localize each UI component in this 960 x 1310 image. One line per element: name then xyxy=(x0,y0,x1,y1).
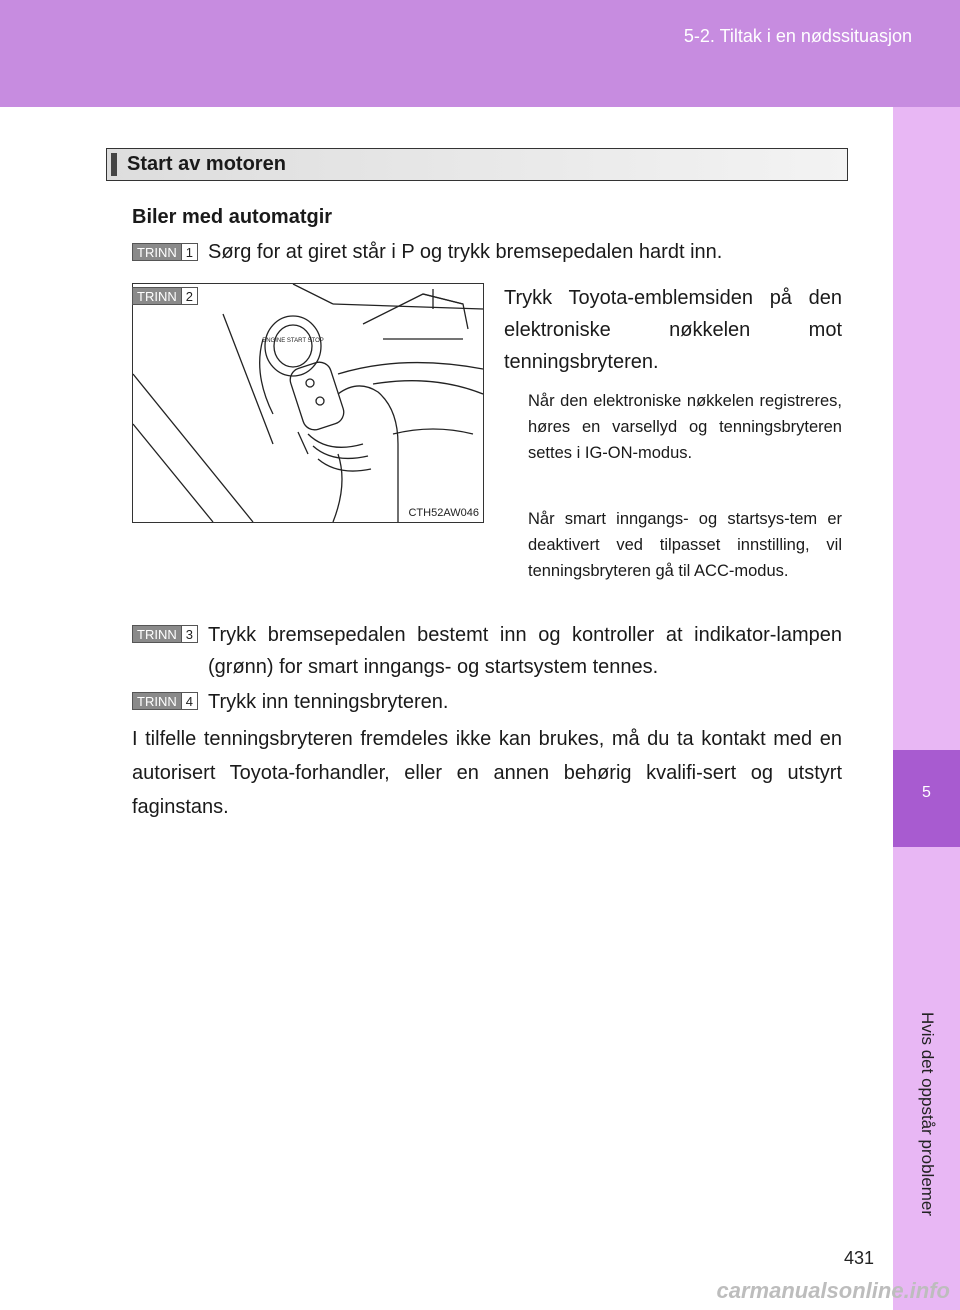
illustration-drawing xyxy=(133,284,483,522)
key-fob-illustration xyxy=(132,283,484,523)
step-badge-2 xyxy=(132,287,198,305)
section-heading xyxy=(106,148,848,181)
step-3-text: Trykk bremsepedalen bestemt inn og kontroller at indikator-lampen (grønn) for smart inngangs- og startsystem tennes. xyxy=(208,624,842,678)
step-badge-3 xyxy=(132,625,198,643)
step-label: TRINN xyxy=(133,693,181,709)
watermark-logo: carmanualsonline.info xyxy=(716,1278,950,1303)
step-number: 2 xyxy=(181,288,197,304)
step-number: 1 xyxy=(181,244,197,260)
step-4-text: Trykk inn tenningsbryteren. xyxy=(208,691,449,713)
step-label: TRINN xyxy=(133,288,181,304)
heading-text: Start av motoren xyxy=(127,153,286,175)
subheading: Biler med automatgir xyxy=(132,206,333,228)
closing-paragraph: I tilfelle tenningsbryteren fremdeles ikke kan brukes, må du ta kontakt med en autorisert Toyota-forhandler, eller en annen behørig kvalifi-sert og utstyrt faginstans. xyxy=(132,728,842,818)
step-2-text: Trykk Toyota-emblemsiden på den elektroniske nøkkelen mot tenningsbryteren. xyxy=(504,287,842,373)
section-title: 5-2. Tiltak i en nødssituasjon xyxy=(683,26,912,46)
page-number: 431 xyxy=(844,1248,875,1268)
chapter-sidebar xyxy=(893,107,960,1310)
step-number: 3 xyxy=(181,626,197,642)
step-badge-4 xyxy=(132,692,198,710)
figure-code: CTH52AW046 xyxy=(408,507,479,519)
step-1-text: Sørg for at giret står i P og trykk bremsepedalen hardt inn. xyxy=(208,241,723,263)
heading-bar xyxy=(111,153,117,176)
top-header-bar xyxy=(0,0,960,107)
chapter-tab xyxy=(893,750,960,847)
step-label: TRINN xyxy=(133,626,181,642)
note-1: Når den elektroniske nøkkelen registreres, høres en varsellyd og tenningsbryteren settes i IG-ON-modus. xyxy=(528,392,842,462)
chapter-number: 5 xyxy=(922,784,931,801)
step-number: 4 xyxy=(181,693,197,709)
start-button-label: ENGINE START STOP xyxy=(262,338,324,344)
chapter-title: Hvis det oppstår problemer xyxy=(918,1011,937,1217)
step-badge-1 xyxy=(132,243,198,261)
step-label: TRINN xyxy=(133,244,181,260)
note-2: Når smart inngangs- og startsys-tem er deaktivert ved tilpasset innstilling, vil tenningsbryteren gå til ACC-modus. xyxy=(528,510,842,580)
